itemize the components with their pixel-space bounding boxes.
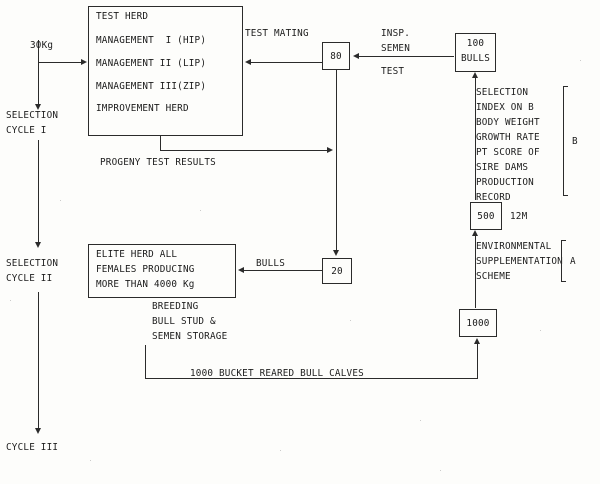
box-node-20-label: 20: [331, 266, 343, 277]
label-group-b: B: [572, 136, 578, 147]
label-cycle-3: CYCLE III: [6, 442, 59, 453]
brace-group-b: [563, 86, 568, 196]
label-progeny-test-results: PROGENY TEST RESULTS: [100, 157, 216, 168]
label-selection-index-line-6: SIRE DAMS: [476, 162, 529, 173]
bottom-loop-arrow: [474, 338, 480, 344]
box-test-herd-line-2: MANAGEMENT I (HIP): [96, 35, 207, 46]
label-selection-index-line-4: GROWTH RATE: [476, 132, 540, 143]
label-selection-index-line-2: INDEX ON B: [476, 102, 534, 113]
label-breeding-line-2: BULL STUD &: [152, 316, 216, 327]
progeny-horizontal-line: [160, 150, 328, 151]
scan-speck: [200, 210, 201, 211]
node1000-to-node500-line: [475, 234, 476, 308]
bulls100-to-80-arrow: [353, 53, 359, 59]
scan-speck: [440, 470, 441, 471]
label-selection-cycle-2-line-1: SELECTION: [6, 258, 59, 269]
progeny-drop-line: [160, 136, 161, 151]
left-spine-mid: [38, 140, 39, 246]
left-spine-arrow-2: [35, 242, 41, 248]
label-selection-index-line-5: PT SCORE OF: [476, 147, 540, 158]
label-test-mating: TEST MATING: [245, 28, 309, 39]
box-bulls-100-line-2: BULLS: [461, 53, 490, 64]
label-selection-index-line-3: BODY WEIGHT: [476, 117, 540, 128]
box-bulls-100-line-1: 100: [466, 38, 485, 49]
left-spine-bottom: [38, 292, 39, 432]
scan-speck: [350, 320, 351, 321]
label-selection-cycle-1-line-2: CYCLE I: [6, 125, 47, 136]
scan-speck: [420, 420, 421, 421]
label-selection-cycle-2-line-2: CYCLE II: [6, 273, 53, 284]
node500-to-bulls100-line: [475, 76, 476, 200]
box-test-herd-line-4: MANAGEMENT III(ZIP): [96, 81, 207, 92]
label-environmental-line-2: SUPPLEMENTATION: [476, 256, 563, 267]
node80-to-testherd-arrow: [245, 59, 251, 65]
box-test-herd-line-1: TEST HERD: [96, 11, 149, 22]
scan-speck: [10, 300, 11, 301]
node20-to-elite-arrow: [238, 267, 244, 273]
label-breeding-line-3: SEMEN STORAGE: [152, 331, 228, 342]
left-spine-arrow-3: [35, 428, 41, 434]
label-environmental-line-1: ENVIRONMENTAL: [476, 241, 552, 252]
box-elite-herd-line-1: ELITE HERD ALL: [96, 249, 178, 260]
node500-to-bulls100-arrow: [472, 72, 478, 78]
label-semen: SEMEN: [381, 43, 410, 54]
node80-to-testherd-line: [250, 62, 322, 63]
scan-speck: [540, 330, 541, 331]
label-selection-index-line-1: SELECTION: [476, 87, 529, 98]
label-selection-index-line-8: RECORD: [476, 192, 511, 203]
label-group-a: A: [570, 256, 576, 267]
box-node-1000-label: 1000: [466, 318, 490, 329]
node80-to-node20-line: [336, 70, 337, 253]
box-elite-herd-line-3: MORE THAN 4000 Kg: [96, 279, 195, 290]
label-bucket-reared: 1000 BUCKET REARED BULL CALVES: [190, 368, 364, 379]
label-test: TEST: [381, 66, 405, 77]
label-weight-input: 30Kg: [30, 40, 54, 51]
scan-speck: [60, 200, 61, 201]
bottom-loop-left-vline: [145, 345, 146, 379]
label-selection-cycle-1-line-1: SELECTION: [6, 110, 59, 121]
box-node-80-label: 80: [330, 51, 342, 62]
label-months-12: 12M: [510, 211, 528, 222]
label-breeding-line-1: BREEDING: [152, 301, 199, 312]
label-bulls-arrow: BULLS: [256, 258, 285, 269]
bottom-loop-right-vline: [477, 343, 478, 378]
brace-group-a: [561, 240, 566, 282]
label-environmental-line-3: SCHEME: [476, 271, 511, 282]
scan-speck: [280, 450, 281, 451]
label-selection-index-line-7: PRODUCTION: [476, 177, 534, 188]
box-elite-herd-line-2: FEMALES PRODUCING: [96, 264, 195, 275]
label-insp: INSP.: [381, 28, 410, 39]
box-node-500-label: 500: [477, 211, 495, 222]
node1000-to-node500-arrow: [472, 230, 478, 236]
box-test-herd-line-5: IMPROVEMENT HERD: [96, 103, 189, 114]
node80-to-node20-arrow: [333, 250, 339, 256]
box-test-herd-line-3: MANAGEMENT II (LIP): [96, 58, 207, 69]
scan-speck: [580, 60, 581, 61]
weight-input-arrow: [81, 59, 87, 65]
progeny-arrow: [327, 147, 333, 153]
scan-speck: [90, 460, 91, 461]
weight-input-connector: [38, 62, 82, 63]
